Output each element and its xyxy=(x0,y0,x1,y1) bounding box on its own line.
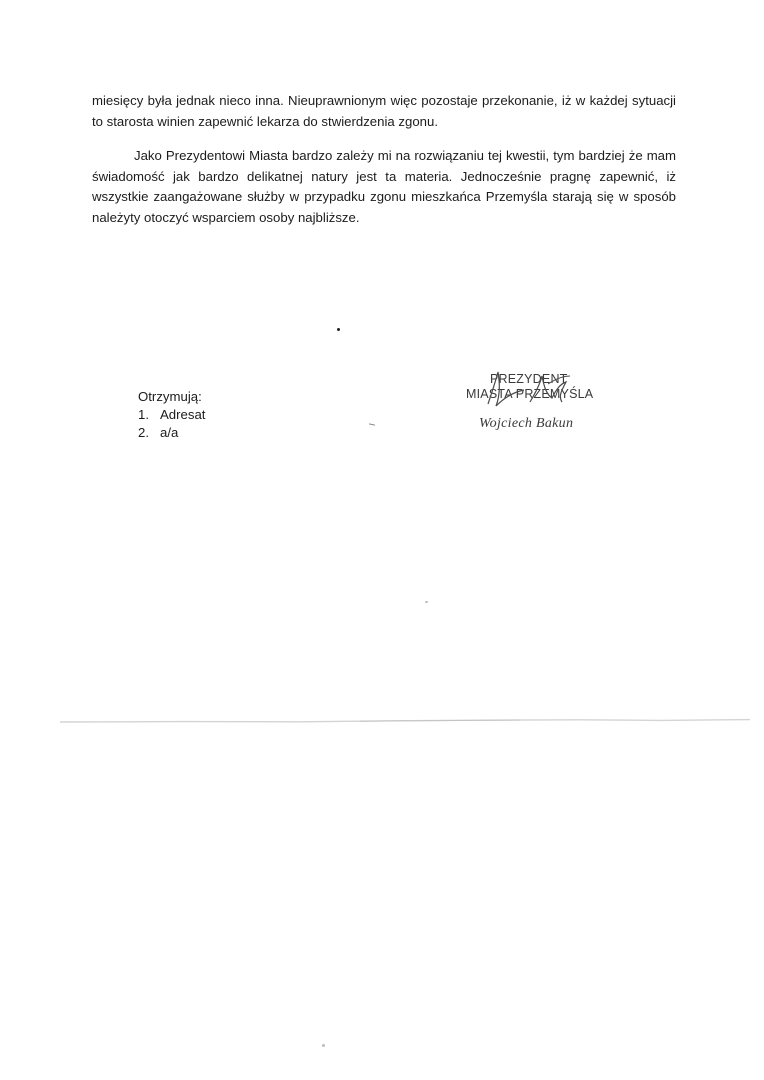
stray-mark xyxy=(369,423,375,425)
letter-body xyxy=(92,91,676,228)
list-item-number: 1. xyxy=(138,407,149,422)
stray-dot xyxy=(337,328,340,331)
list-item-number: 2. xyxy=(138,425,149,440)
recipients-list xyxy=(138,388,205,442)
scan-speck xyxy=(322,1044,325,1047)
paragraph-1: miesięcy była jednak nieco inna. Nieuprawnionym więc pozostaje przekonanie, iż w każdej sytuacji to starosta winien zapewnić lekarza do stwierdzenia zgonu. xyxy=(92,93,676,129)
list-item xyxy=(138,424,205,442)
paragraph-2: Jako Prezydentowi Miasta bardzo zależy mi na rozwiązaniu tej kwestii, tym bardziej że mam świadomość jak bardzo delikatnej natury jest ta materia. Jednocześnie pragnę zapewnić, iż wszystkie zaangażowane służby w przypadku zgonu mieszkańca Przemyśla starają się w sposób należyty otoczyć wsparciem osoby najbliższe. xyxy=(92,148,676,225)
recipients-heading: Otrzymują: xyxy=(138,389,202,404)
stamp-title: PREZYDENT xyxy=(490,372,568,386)
handwritten-signature xyxy=(470,362,590,422)
scan-artifact-line xyxy=(60,717,750,725)
signer-name: Wojciech Bakun xyxy=(479,416,574,431)
list-item-label: a/a xyxy=(160,425,179,440)
stamp-city: MIASTA PRZEMYŚLA xyxy=(466,387,594,401)
list-item xyxy=(138,406,205,424)
list-item-label: Adresat xyxy=(160,407,206,422)
scan-speck xyxy=(425,601,428,603)
